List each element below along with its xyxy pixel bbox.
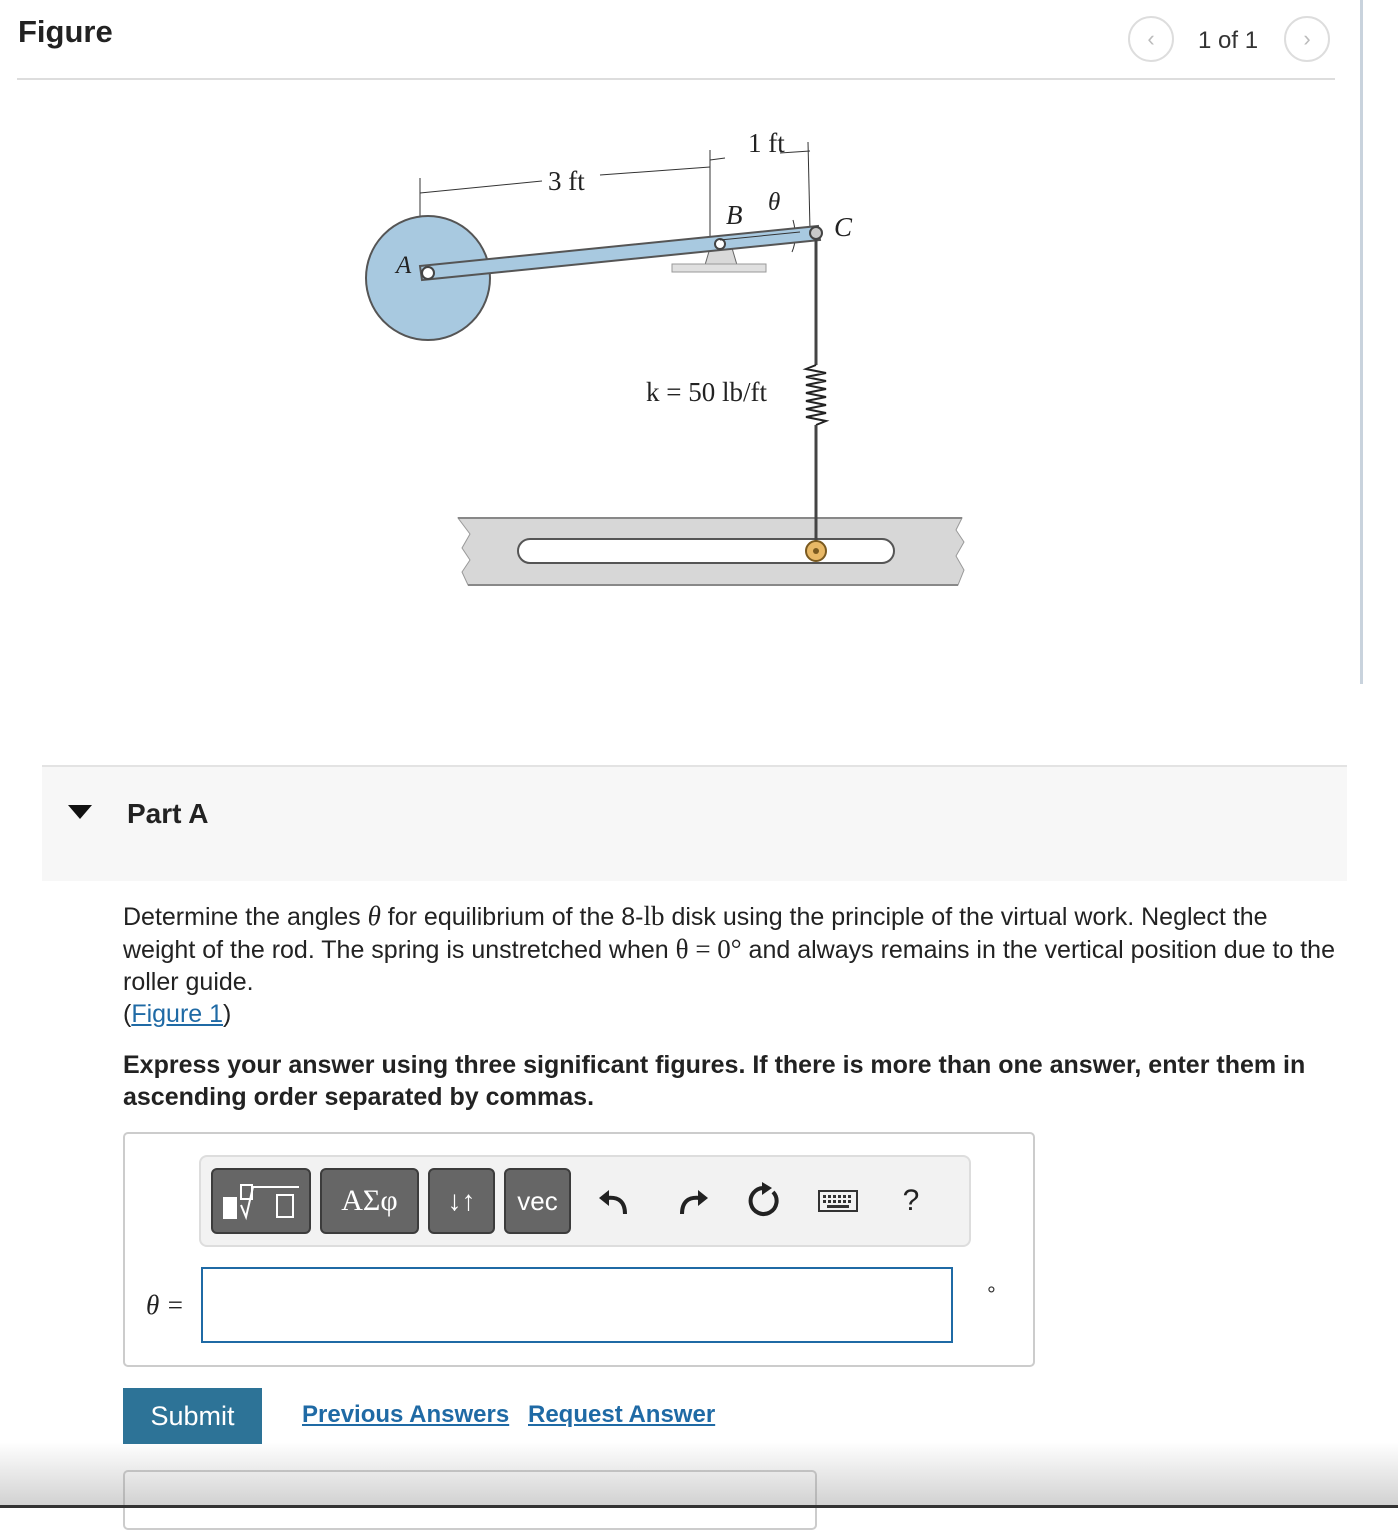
templates-button[interactable] bbox=[211, 1168, 311, 1234]
point-b-label: B bbox=[726, 200, 743, 230]
figure-link-paren: ( bbox=[123, 1000, 132, 1028]
part-a-title: Part A bbox=[127, 798, 209, 829]
dim-1ft-label: 1 ft bbox=[748, 128, 785, 158]
previous-figure-button[interactable] bbox=[1128, 16, 1174, 62]
templates-icon bbox=[219, 1179, 303, 1223]
problem-text: and always remains in the vertical position due to the roller guide. bbox=[123, 936, 1335, 996]
unit-lb: lb bbox=[643, 901, 665, 931]
scrollbar[interactable] bbox=[1360, 0, 1363, 684]
answer-variable: θ = bbox=[146, 1290, 185, 1320]
figure-page-indicator: 1 of 1 bbox=[1198, 27, 1259, 54]
spring-constant-label: k = 50 lb/ft bbox=[646, 377, 767, 407]
problem-text: disk using the principle of the virtual work. Neglect the weight of the rod. The spring is unstretched when bbox=[123, 903, 1268, 964]
point-a-label: A bbox=[396, 252, 412, 279]
problem-text: Determine the angles bbox=[123, 903, 368, 931]
figure-title: Figure bbox=[18, 14, 113, 49]
redo-icon bbox=[676, 1184, 710, 1218]
keyboard-button[interactable] bbox=[817, 1180, 859, 1222]
header-divider bbox=[17, 78, 1335, 80]
help-button[interactable]: ? bbox=[902, 1184, 920, 1217]
keyboard-icon bbox=[818, 1189, 858, 1213]
reset-icon bbox=[745, 1182, 783, 1220]
reset-button[interactable] bbox=[744, 1180, 784, 1222]
point-c-label: C bbox=[834, 212, 853, 242]
answer-instructions: Express your answer using three significant figures. If there is more than one answer, enter them in ascending order separated by commas. bbox=[123, 1051, 1306, 1111]
chevron-right-icon: › bbox=[1303, 26, 1311, 51]
figure-1-link[interactable]: Figure 1 bbox=[131, 1000, 224, 1028]
spring-assembly bbox=[806, 240, 826, 561]
theta-symbol: θ bbox=[367, 901, 381, 931]
undo-button[interactable] bbox=[596, 1180, 632, 1222]
condition-equation: θ = 0° bbox=[675, 934, 742, 964]
redo-button[interactable] bbox=[675, 1180, 711, 1222]
vector-button[interactable]: vec bbox=[504, 1168, 571, 1234]
dim-3ft-label: 3 ft bbox=[548, 166, 585, 196]
problem-text: for equilibrium of the 8- bbox=[380, 903, 644, 931]
figure-link-paren: ) bbox=[223, 1000, 232, 1028]
collapse-triangle-icon[interactable] bbox=[68, 805, 92, 819]
ground-slot-guide bbox=[458, 518, 964, 585]
answer-input[interactable] bbox=[201, 1267, 953, 1343]
undo-icon bbox=[597, 1184, 631, 1218]
part-a-header[interactable] bbox=[42, 765, 1347, 881]
next-figure-button[interactable] bbox=[1284, 16, 1330, 62]
mechanism-figure bbox=[340, 120, 1000, 600]
theta-angle-label: θ bbox=[768, 189, 781, 216]
chevron-left-icon: ‹ bbox=[1147, 26, 1155, 51]
greek-symbols-button[interactable]: ΑΣφ bbox=[320, 1168, 419, 1234]
problem-statement bbox=[123, 900, 1338, 1030]
submit-button[interactable]: Submit bbox=[123, 1388, 262, 1444]
previous-answers-link[interactable]: Previous Answers bbox=[302, 1401, 510, 1428]
arrows-button[interactable]: ↓↑ bbox=[428, 1168, 495, 1234]
answer-variable-label bbox=[146, 1290, 184, 1321]
bottom-shadow bbox=[0, 1442, 1398, 1508]
answer-unit: ° bbox=[987, 1282, 996, 1307]
request-answer-link[interactable]: Request Answer bbox=[528, 1401, 716, 1428]
